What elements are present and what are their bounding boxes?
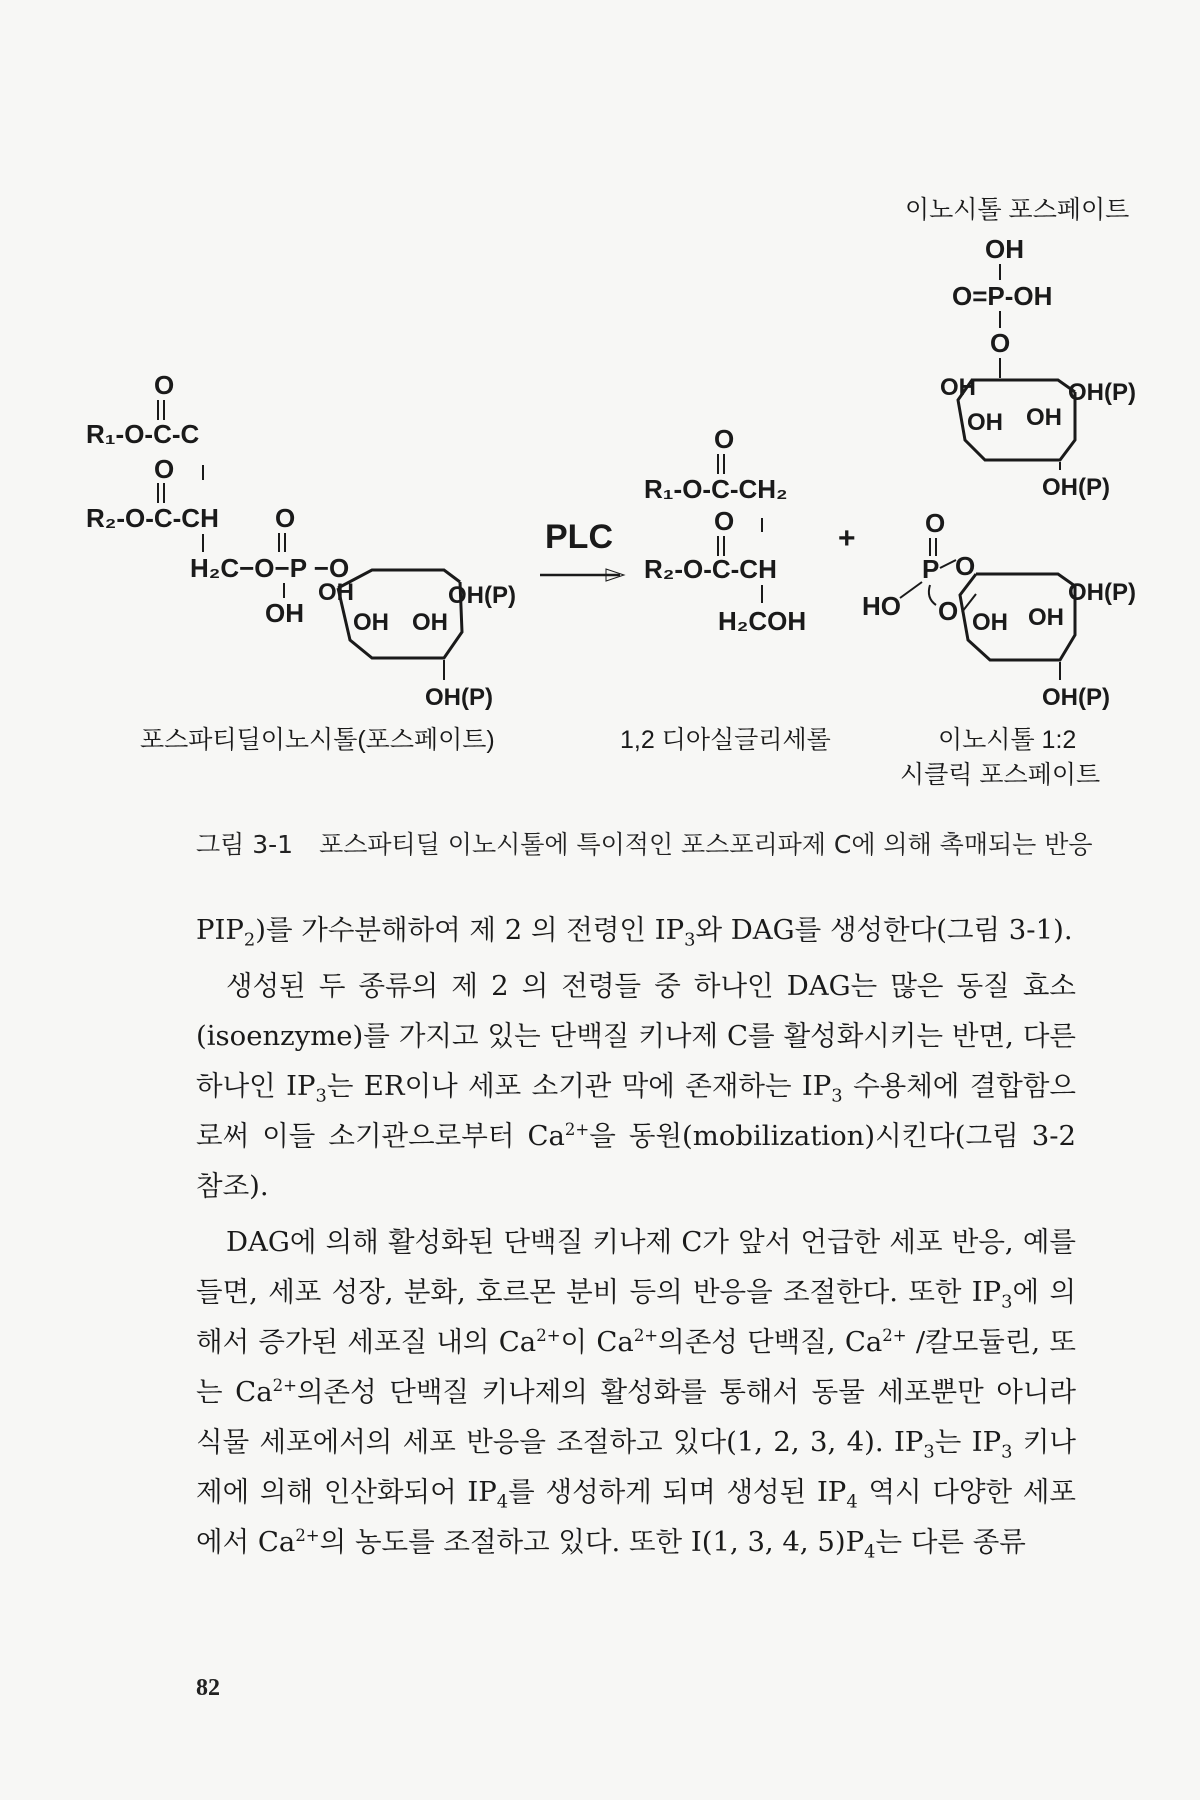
mid-o-top: O: [714, 424, 735, 454]
left-r2-row: R₂-O-C-CH: [86, 503, 219, 533]
left-o-top: O: [154, 370, 175, 400]
p1-sub-1: 2: [243, 929, 256, 951]
p1-text-1: PIP: [196, 914, 244, 946]
br-ho: HO: [862, 591, 901, 621]
br-p: P: [922, 554, 940, 584]
p3-text-9: 를 생성하게 되며 생성된 IP: [508, 1476, 847, 1508]
p3-text-2: 에 의해서 증가된 세포질 내의 Ca: [196, 1276, 1077, 1358]
p2-sub-1: 3: [315, 1085, 327, 1107]
mid-h2coh: H₂COH: [718, 606, 807, 636]
paragraph-1: [196, 905, 1076, 955]
left-ring-ohp2: OH(P): [425, 684, 493, 711]
p3-sub-5: 4: [846, 1491, 858, 1513]
left-o-p: O: [275, 503, 296, 533]
p2-text-2: 는 ER이나 세포 소기관 막에 존재하는 IP: [326, 1070, 832, 1102]
p3-sub-6: 4: [864, 1541, 876, 1563]
left-ring-oh1: OH: [318, 579, 354, 606]
br-ring-ohp2: OH(P): [1042, 684, 1110, 711]
p3-text-12: 는 다른 종류: [875, 1526, 1026, 1558]
p3-text-5: /칼모듈린, 또는 Ca: [196, 1326, 1076, 1408]
paragraph-2: [196, 961, 1076, 1211]
tr-ring-ohp2: OH(P): [1042, 474, 1110, 501]
br-o-top: O: [925, 508, 946, 538]
plus-sign: +: [838, 522, 856, 555]
p3-text-3: 이 Ca: [560, 1326, 634, 1358]
br-ring-oh2: OH: [1028, 604, 1064, 631]
left-oh-p: OH: [265, 598, 304, 628]
cyclic-phosphate-structure: [862, 508, 1136, 789]
tr-oh-top: OH: [985, 234, 1024, 264]
p3-sup-5: 2+: [295, 1525, 320, 1545]
p3-sup-3: 2+: [882, 1325, 907, 1345]
p3-sup-1: 2+: [536, 1325, 561, 1345]
p2-text-4: 을 동원(mobilization)시킨다(그림 3-2 참조).: [196, 1120, 1077, 1202]
br-label-line1: 이노시톨 1:2: [938, 726, 1077, 754]
tr-ring-ohp1: OH(P): [1068, 379, 1136, 406]
page-number: 82: [196, 1675, 220, 1701]
p2-sub-2: 3: [831, 1085, 843, 1107]
p3-sub-1: 3: [1001, 1291, 1013, 1313]
p3-text-6: 의존성 단백질 키나제의 활성화를 통해서 동물 세포뿐만 아니라 식물 세포에서의 세포 반응을 조절하고 있다(1, 2, 3, 4). IP: [196, 1376, 1076, 1458]
left-ring-ohp1: OH(P): [448, 582, 516, 609]
p1-sub-2: 3: [684, 929, 696, 951]
top-right-label: 이노시톨 포스페이트: [905, 196, 1130, 224]
arrow-label-plc: PLC: [545, 518, 613, 556]
p3-sub-4: 4: [496, 1491, 509, 1513]
mid-o-mid: O: [714, 506, 735, 536]
tr-po-row: O=P-OH: [952, 281, 1053, 311]
br-ring-ohp1: OH(P): [1068, 579, 1136, 606]
p3-sub-2: 3: [923, 1441, 935, 1463]
phosphatidylinositol-structure: [86, 370, 516, 754]
mid-r1-row: R₁-O-C-CH₂: [644, 474, 788, 504]
paragraph-3: [196, 1217, 1076, 1567]
p1-text-3: 와 DAG를 생성한다(그림 3-1).: [695, 914, 1073, 946]
left-o-mid: O: [154, 454, 175, 484]
p2-text-1: 생성된 두 종류의 제 2 의 전령들 중 하나인 DAG는 많은 동질 효소(isoenzyme)를 가지고 있는 단백질 키나제 C를 활성화시키는 반면, 다른 하나인 IP: [196, 970, 1076, 1102]
p3-text-7: 는 IP: [934, 1426, 1002, 1458]
tr-o-link: O: [990, 328, 1011, 358]
mid-compound-label: 1,2 디아실글리세롤: [620, 726, 831, 754]
figure-caption-text: 포스파티딜 이노시톨에 특이적인 포스포리파제 C에 의해 촉매되는 반응: [319, 830, 1093, 859]
p3-sub-3: 3: [1001, 1441, 1013, 1463]
diacylglycerol-structure: [620, 424, 831, 754]
left-compound-label: 포스파티딜이노시톨(포스페이트): [140, 726, 495, 754]
br-o2: O: [938, 596, 959, 626]
p3-text-11: 의 농도를 조절하고 있다. 또한 I(1, 3, 4, 5)P: [319, 1526, 865, 1558]
br-ring-oh1: OH: [972, 609, 1008, 636]
p3-text-10: 역시 다양한 세포에서 Ca: [196, 1476, 1076, 1558]
p3-text-8: 키나제에 의해 인산화되어 IP: [196, 1426, 1076, 1508]
p1-text-2: )를 가수분해하여 제 2 의 전령인 IP: [255, 914, 685, 946]
figure-number: 그림 3-1: [196, 830, 294, 859]
tr-ring-oh1: OH: [940, 374, 976, 401]
p2-text-3: 수용체에 결합함으로써 이들 소기관으로부터 Ca: [196, 1070, 1076, 1152]
tr-ring-oh3: OH: [1026, 404, 1062, 431]
figure-caption: [196, 825, 1093, 861]
reaction-arrow: [540, 518, 624, 581]
p3-text-1: DAG에 의해 활성화된 단백질 키나제 C가 앞서 언급한 세포 반응, 예를 들면, 세포 성장, 분화, 호르몬 분비 등의 반응을 조절한다. 또한 IP: [196, 1226, 1076, 1308]
p3-text-4: 의존성 단백질, Ca: [658, 1326, 883, 1358]
p3-sup-4: 2+: [272, 1375, 297, 1395]
left-h2c-row: H₂C−O−P −O: [190, 553, 350, 583]
body-text: [196, 905, 1076, 1573]
p3-sup-2: 2+: [633, 1325, 659, 1345]
mid-r2-row: R₂-O-C-CH: [644, 554, 777, 584]
inositol-phosphate-structure: [905, 196, 1136, 501]
p2-sup-1: 2+: [564, 1119, 590, 1139]
br-label-line2: 시클릭 포스페이트: [900, 761, 1101, 789]
br-o1: O: [955, 551, 976, 581]
tr-ring-oh2: OH: [967, 409, 1003, 436]
left-ring-oh2: OH: [353, 609, 389, 636]
reaction-figure: [0, 0, 1200, 800]
left-ring-oh3: OH: [412, 609, 448, 636]
left-r1-row: R₁-O-C-C: [86, 419, 200, 449]
